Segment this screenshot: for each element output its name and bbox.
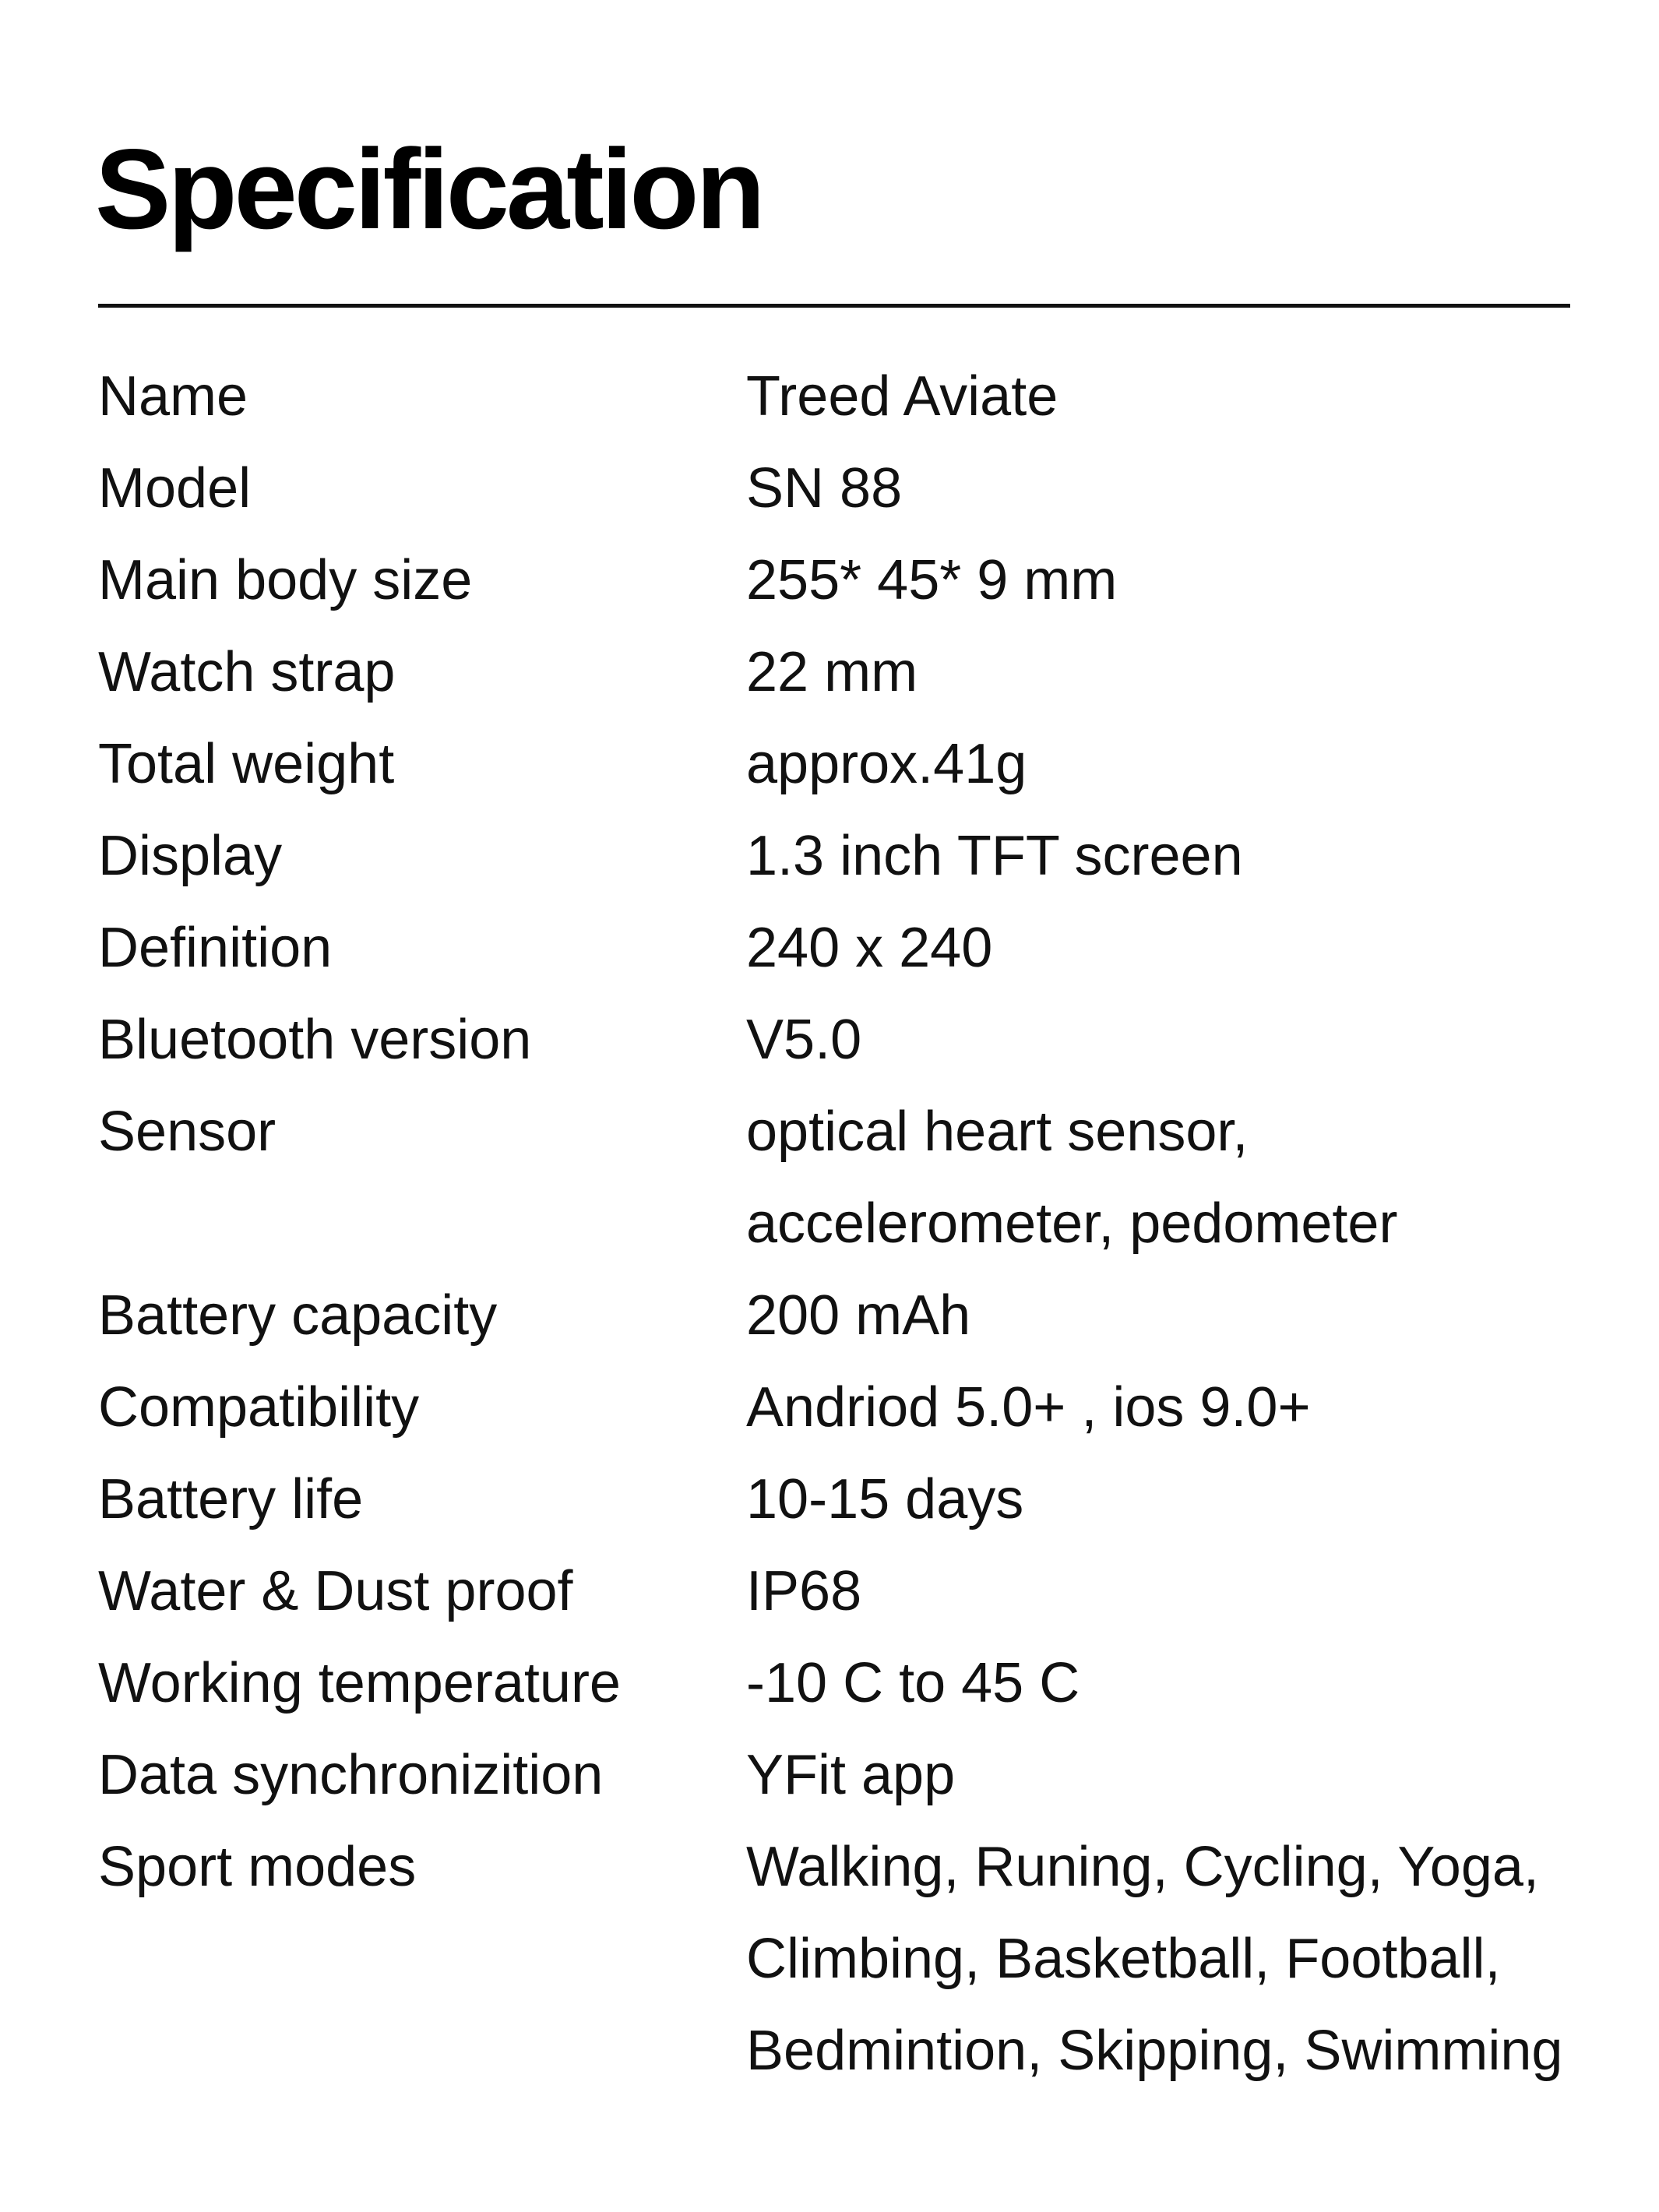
- spec-value-line: accelerometer, pedometer: [746, 1192, 1398, 1255]
- spec-label: Name: [98, 365, 248, 428]
- spec-label: Main body size: [98, 549, 473, 611]
- spec-value-line: IP68: [746, 1560, 862, 1622]
- spec-value: [746, 994, 1570, 1086]
- spec-value: [746, 534, 1570, 626]
- spec-value-line: Climbing, Basketball, Football,: [746, 1928, 1501, 1990]
- spec-value: [746, 350, 1570, 442]
- spec-label: Battery capacity: [98, 1284, 498, 1347]
- spec-row: [98, 1821, 1570, 2097]
- spec-value-line: 1.3 inch TFT screen: [746, 825, 1243, 887]
- spec-value: [746, 442, 1570, 534]
- spec-value: [746, 1729, 1570, 1821]
- spec-label: Total weight: [98, 733, 395, 795]
- spec-label: Sport modes: [98, 1836, 417, 1898]
- spec-row: [98, 1270, 1570, 1361]
- page-title: Specification: [95, 125, 763, 252]
- title-divider: [98, 304, 1570, 308]
- spec-value-line: approx.41g: [746, 733, 1027, 795]
- spec-row: [98, 1086, 1570, 1270]
- spec-value: [746, 1361, 1570, 1453]
- spec-label: Working temperature: [98, 1652, 621, 1714]
- spec-row: [98, 1729, 1570, 1821]
- spec-value-line: 240 x 240: [746, 917, 993, 979]
- spec-value-line: Walking, Runing, Cycling, Yoga,: [746, 1836, 1539, 1898]
- spec-value: [746, 1545, 1570, 1637]
- spec-value-line: 255* 45* 9 mm: [746, 549, 1118, 611]
- spec-table: [98, 350, 1570, 2097]
- spec-value-line: -10 C to 45 C: [746, 1652, 1080, 1714]
- spec-row: [98, 1361, 1570, 1453]
- spec-value-line: 22 mm: [746, 641, 918, 703]
- spec-label: Watch strap: [98, 641, 396, 703]
- spec-label: Sensor: [98, 1101, 276, 1163]
- spec-value-line: V5.0: [746, 1009, 862, 1071]
- spec-row: [98, 350, 1570, 442]
- spec-row: [98, 718, 1570, 810]
- spec-value-line: Andriod 5.0+ , ios 9.0+: [746, 1376, 1311, 1439]
- spec-value-line: YFit app: [746, 1744, 956, 1806]
- spec-value: [746, 1453, 1570, 1545]
- spec-row: [98, 626, 1570, 718]
- spec-label: Model: [98, 457, 252, 520]
- spec-value-line: 10-15 days: [746, 1468, 1024, 1530]
- spec-value: [746, 718, 1570, 810]
- spec-value-line: Treed Aviate: [746, 365, 1058, 428]
- spec-value: [746, 810, 1570, 902]
- spec-row: [98, 1453, 1570, 1545]
- spec-row: [98, 1637, 1570, 1729]
- spec-label: Battery life: [98, 1468, 364, 1530]
- spec-value-line: SN 88: [746, 457, 903, 520]
- spec-label: Compatibility: [98, 1376, 420, 1439]
- spec-label: Data synchronizition: [98, 1744, 604, 1806]
- spec-value: [746, 626, 1570, 718]
- spec-label: Display: [98, 825, 283, 887]
- spec-row: [98, 994, 1570, 1086]
- spec-value: [746, 1270, 1570, 1361]
- spec-value-line: optical heart sensor,: [746, 1101, 1249, 1163]
- spec-row: [98, 442, 1570, 534]
- spec-label: Definition: [98, 917, 333, 979]
- spec-value-line: Bedmintion, Skipping, Swimming: [746, 2020, 1563, 2082]
- spec-value: [746, 1637, 1570, 1729]
- spec-value-line: 200 mAh: [746, 1284, 971, 1347]
- spec-value: [746, 1086, 1570, 1270]
- spec-row: [98, 810, 1570, 902]
- spec-label: Bluetooth version: [98, 1009, 532, 1071]
- spec-value: [746, 902, 1570, 994]
- spec-row: [98, 902, 1570, 994]
- spec-row: [98, 534, 1570, 626]
- spec-row: [98, 1545, 1570, 1637]
- spec-label: Water & Dust proof: [98, 1560, 573, 1622]
- spec-value: [746, 1821, 1570, 2097]
